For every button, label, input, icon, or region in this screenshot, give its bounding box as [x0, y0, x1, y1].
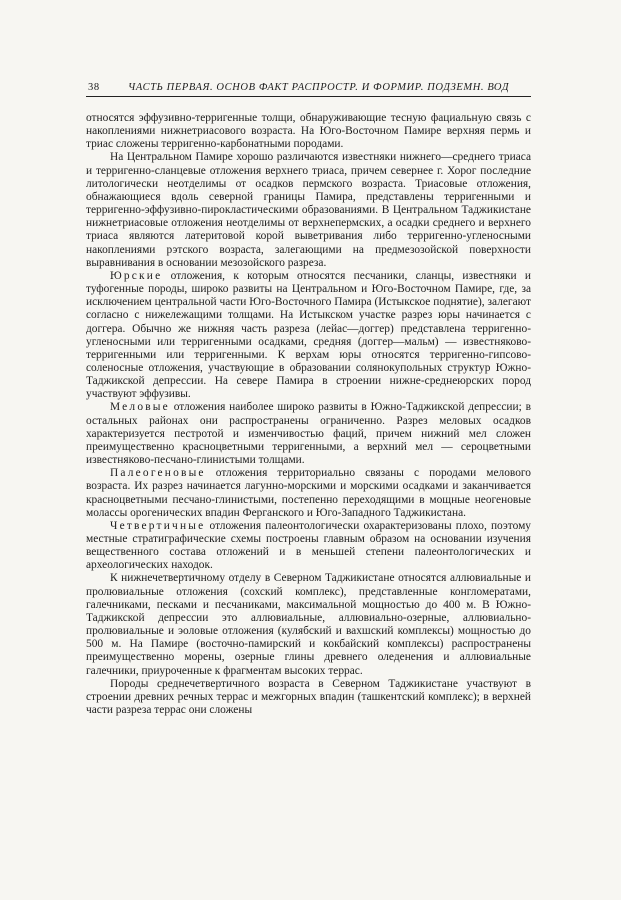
spaced-lead-word: Четвертичные: [110, 519, 206, 532]
page-number: 38: [88, 82, 100, 93]
spaced-lead-word: Меловые: [110, 401, 170, 414]
spaced-lead-word: Палеогеновые: [110, 467, 206, 480]
paragraph: Палеогеновые отложения территориально связаны с породами мелового возраста. Их разрез начинается лагунно-морскими и морскими осадками и заканчивается красноцветными песчано-глинистыми, постепенно переходящими в мощные неогеновые молассы орогенических впадин Ферганского и Юго-Западного Таджикистана.: [86, 467, 531, 519]
running-head-title: ЧАСТЬ ПЕРВАЯ. ОСНОВ ФАКТ РАСПРОСТР. И ФОРМИР. ПОДЗЕМН. ВОД: [128, 82, 510, 93]
paragraph: Юрские отложения, к которым относятся песчаники, сланцы, известняки и туфогенные породы, широко развиты на Центральном и Юго-Восточном Памире, где, за исключением центральной части Юго-Восточного Памира (Истыкское поднятие), залегают согласно с нижележащими толщами. На Истыкском участке разрез юры начинается с доггера. Обычно же нижняя часть разреза (лейас—доггер) представлена терригенно-угленосными или терригенными осадками, средняя (доггер—мальм) — известняково-терригенными или терригенными. К верхам юры относятся терригенно-гипсово-соленосные отложения, участвующие в образовании солянокупольных структур Южно-Таджикской депрессии. На севере Памира в строении нижне-среднеюрских пород участвуют эффузивы.: [86, 269, 531, 401]
paragraph: Меловые отложения наиболее широко развиты в Южно-Таджикской депрессии; в остальных районах они распространены ограниченно. Разрез меловых осадков характеризуется пестротой и изменчивостью фаций, причем нижний мел сложен преимущественно красноцветными терригенными, а верхний мел — сероцветными известняково-песчано-глинистыми толщами.: [86, 401, 531, 467]
paragraph: На Центральном Памире хорошо различаются известняки нижнего—среднего триаса и терригенно-сланцевые отложения верхнего триаса, причем севернее г. Хорог последние литологически неотделимы от осадков пермского возраста. Триасовые отложения, обнажающиеся вдоль северной границы Памира, представлены терригенными и терригенно-эффузивно-пирокластическими образованиями. В Центральном Таджикистане нижнетриасовые отложения неотделимы от верхнепермских, а осадки среднего и верхнего триаса являются латеритовой корой выветривания либо терригенно-угленосными накоплениями рэтского возраста, залегающими на предмезозойской поверхности выравнивания в основании мезозойского разреза.: [86, 151, 531, 269]
paragraph: относятся эффузивно-терригенные толщи, обнаруживающие тесную фациальную связь с накоплениями нижнетриасового возраста. На Юго-Восточном Памире верхняя пермь и триас сложены терригенно-карбонатными породами.: [86, 112, 531, 151]
spaced-lead-word: Юрские: [110, 269, 163, 282]
paragraph: К нижнечетвертичному отделу в Северном Таджикистане относятся аллювиальные и пролювиальные отложения (сохский комплекс), представленные конгломератами, галечниками, песками и песчаниками, максимальной мощностью до 400 м. В Южно-Таджикской депрессии это аллювиальные, аллювиально-озерные, аллювиально-пролювиальные и эоловые отложения (кулябский и вахшский комплексы) мощностью до 500 м. На Памире (восточно-памирский и кокбайский комплексы) распространены преимущественно морены, озерные глины древнего оледенения и аллювиальные галечники, приуроченные к фрагментам высоких террас.: [86, 572, 531, 677]
paragraph: Породы среднечетвертичного возраста в Северном Таджикистане участвуют в строении древних речных террас и межгорных впадин (ташкентский комплекс); в верхней части разреза террас они сложены: [86, 677, 531, 717]
paragraph: Четвертичные отложения палеонтологически охарактеризованы плохо, поэтому местные стратиграфические схемы построены главным образом на основании изучения вещественного состава отложений и в меньшей степени палеонтологических и археологических находок.: [86, 519, 531, 572]
body-text: [86, 112, 531, 717]
running-header: [86, 76, 531, 97]
